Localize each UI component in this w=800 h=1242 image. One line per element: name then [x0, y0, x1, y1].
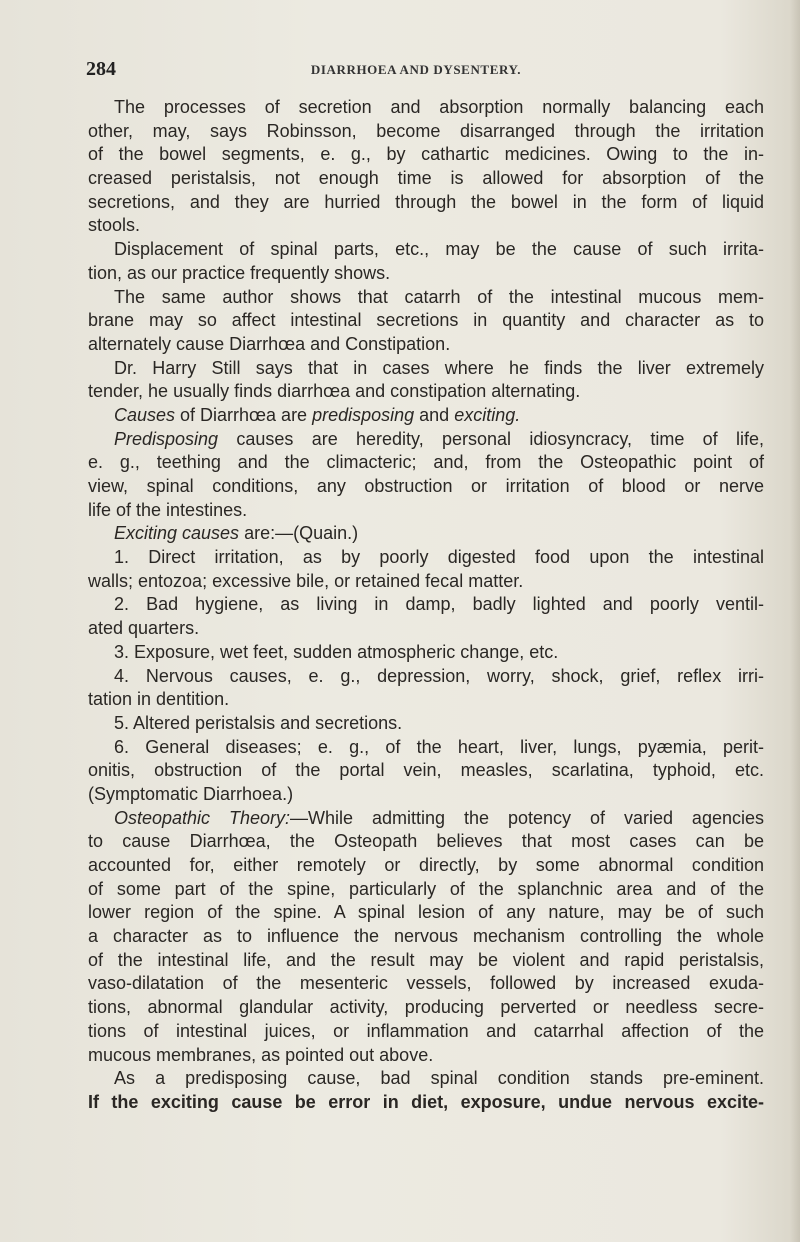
text-segment: e. g., teething and the climacteric; and, from the Osteopathic point of: [88, 452, 764, 473]
text-segment: 6. General diseases; e. g., of the heart, liver, lungs, pyæmia, perit-: [114, 736, 764, 757]
text-line: [88, 712, 764, 736]
text-line: [88, 901, 764, 925]
text-segment: other, may, says Robinsson, become disarranged through the irritation: [88, 120, 764, 141]
italic-term: Predisposing: [114, 428, 219, 449]
text-segment: If the exciting cause be error in diet, exposure, undue nervous excite-: [88, 1091, 764, 1112]
italic-term: predisposing: [312, 404, 415, 425]
text-segment: mucous membranes, as pointed out above.: [88, 1044, 434, 1065]
text-segment: a character as to influence the nervous mechanism controlling the whole: [88, 926, 764, 947]
text-segment: creased peristalsis, not enough time is allowed for absorption of the: [88, 168, 764, 189]
text-segment: Dr. Harry Still says that in cases where he finds the liver extremely: [114, 357, 764, 378]
text-segment: ated quarters.: [88, 618, 200, 639]
italic-term: Exciting causes: [114, 523, 240, 544]
text-segment: brane may so affect intestinal secretions in quantity and character as to: [88, 310, 764, 331]
text-segment: of the bowel segments, e. g., by cathartic medicines. Owing to the in-: [88, 144, 764, 165]
text-line: [88, 1067, 764, 1091]
text-line: [88, 996, 764, 1020]
text-line: [88, 404, 764, 428]
text-line: [88, 214, 764, 238]
text-line: [88, 617, 764, 641]
text-segment: tions, abnormal glandular activity, producing perverted or needless secre-: [88, 997, 764, 1018]
text-segment: to cause Diarrhœa, the Osteopath believes that most cases can be: [88, 831, 764, 852]
text-segment: of some part of the spine, particularly of the splanchnic area and of the: [88, 878, 764, 899]
text-line: [88, 783, 764, 807]
text-line: [88, 1020, 764, 1044]
text-line: [88, 191, 764, 215]
text-segment: (Symptomatic Diarrhoea.): [88, 783, 294, 804]
text-segment: and: [414, 404, 455, 425]
text-line: [88, 641, 764, 665]
text-line: [88, 570, 764, 594]
text-line: [88, 546, 764, 570]
text-segment: 4. Nervous causes, e. g., depression, worry, shock, grief, reflex irri-: [114, 665, 764, 686]
text-segment: tender, he usually finds diarrhœa and constipation alternating.: [88, 381, 581, 402]
text-segment: stools.: [88, 215, 141, 236]
text-line: [88, 96, 764, 120]
text-line: [88, 451, 764, 475]
text-segment: tation in dentition.: [88, 689, 230, 710]
text-segment: vaso-dilatation of the mesenteric vessels, followed by increased exuda-: [88, 973, 764, 994]
text-segment: The same author shows that catarrh of the intestinal mucous mem-: [114, 286, 764, 307]
body-text: [88, 96, 764, 1115]
text-segment: causes are heredity, personal idiosyncracy, time of life,: [218, 428, 764, 449]
italic-term: exciting.: [454, 404, 521, 425]
page-header: [86, 58, 786, 84]
text-line: [88, 238, 764, 262]
text-line: [88, 167, 764, 191]
text-line: [88, 665, 764, 689]
text-segment: 2. Bad hygiene, as living in damp, badly lighted and poorly ventil-: [114, 594, 764, 615]
text-line: [88, 878, 764, 902]
text-line: [88, 854, 764, 878]
text-line: [88, 736, 764, 760]
text-line: [88, 333, 764, 357]
text-segment: tions of intestinal juices, or inflammation and catarrhal affection of the: [88, 1020, 764, 1041]
text-line: [88, 143, 764, 167]
text-segment: onitis, obstruction of the portal vein, measles, scarlatina, typhoid, etc.: [88, 760, 764, 781]
text-segment: accounted for, either remotely or directly, by some abnormal condition: [88, 855, 764, 875]
text-line: [88, 380, 764, 404]
text-segment: —While admitting the potency of varied agencies: [290, 807, 764, 828]
text-line: [88, 759, 764, 783]
page-edge-shadow: [790, 0, 800, 1242]
text-segment: view, spinal conditions, any obstruction or irritation of blood or nerve: [88, 476, 764, 496]
text-line: [88, 972, 764, 996]
text-line: [88, 830, 764, 854]
italic-term: Osteopathic Theory:: [114, 807, 291, 828]
text-segment: of Diarrhœa are: [175, 404, 313, 425]
text-line: [88, 1091, 764, 1115]
text-line: [88, 593, 764, 617]
text-line: [88, 1044, 764, 1068]
text-line: [88, 688, 764, 712]
text-segment: As a predisposing cause, bad spinal condition stands pre-eminent.: [114, 1068, 764, 1089]
italic-term: Causes: [114, 404, 176, 425]
text-line: [88, 262, 764, 286]
text-segment: lower region of the spine. A spinal lesion of any nature, may be of such: [88, 902, 764, 923]
text-segment: 3. Exposure, wet feet, sudden atmospheric change, etc.: [114, 641, 559, 662]
text-line: [88, 499, 764, 523]
text-segment: 1. Direct irritation, as by poorly digested food upon the intestinal: [114, 547, 764, 568]
text-segment: of the intestinal life, and the result may be violent and rapid peristalsis,: [88, 949, 764, 970]
text-line: [88, 357, 764, 381]
text-line: [88, 120, 764, 144]
text-segment: Displacement of spinal parts, etc., may be the cause of such irrita-: [114, 239, 764, 260]
text-line: [88, 807, 764, 831]
text-line: [88, 475, 764, 499]
text-segment: alternately cause Diarrhœa and Constipation.: [88, 333, 451, 354]
text-segment: The processes of secretion and absorption normally balancing each: [114, 97, 764, 117]
text-segment: secretions, and they are hurried through the bowel in the form of liquid: [88, 191, 764, 212]
text-segment: are:—(Quain.): [239, 523, 359, 544]
text-segment: life of the intestines.: [88, 499, 248, 520]
text-line: [88, 309, 764, 333]
page-number: 284: [86, 58, 116, 80]
text-segment: tion, as our practice frequently shows.: [88, 262, 391, 283]
running-head: DIARRHOEA AND DYSENTERY.: [310, 62, 522, 77]
text-segment: 5. Altered peristalsis and secretions.: [114, 712, 403, 733]
text-line: [88, 286, 764, 310]
text-line: [88, 949, 764, 973]
text-line: [88, 428, 764, 452]
text-line: [88, 522, 764, 546]
text-segment: walls; entozoa; excessive bile, or retained fecal matter.: [88, 570, 524, 591]
text-line: [88, 925, 764, 949]
